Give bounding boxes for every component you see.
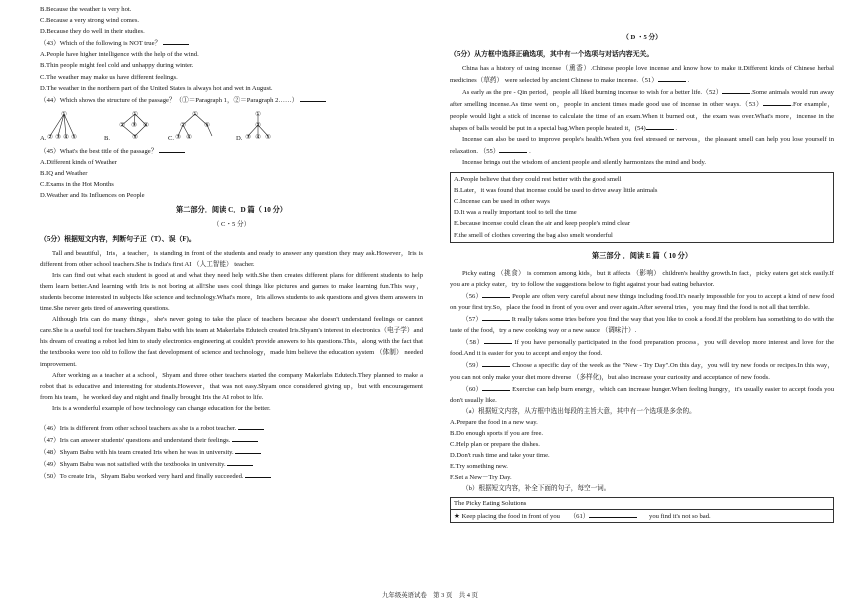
option-line: D.The weather in the northern part of the United States is always hot and wet in August. xyxy=(40,84,273,92)
option-line: E.because incense could clean the air and keep people's mind clear xyxy=(454,220,631,228)
question-50: （50）To create Iris，Shyam Babu worked very hard and finally succeeded. xyxy=(40,470,423,482)
option-line: E.Try something new. xyxy=(450,463,508,471)
diagram-node: ② xyxy=(180,120,186,129)
passage-paragraph: Incense brings out the wisdom of ancient people and silently harmonizes the mind and body. xyxy=(462,158,707,166)
answer-blank xyxy=(300,94,326,102)
star-icon: ★ xyxy=(454,512,460,520)
option-line: D.It was a really important tool to tell the time xyxy=(454,209,577,217)
answer-blank xyxy=(227,458,253,466)
question-47: （47）Iris can answer students' questions and understand their feelings. xyxy=(40,434,423,446)
option-line: B.Thin people might feel cold and unhappy during winter. xyxy=(40,62,194,70)
option-line: A.Different kinds of Weather xyxy=(40,158,117,166)
answer-blank xyxy=(499,145,527,153)
passage-paragraph: Although Iris can do many things，she's never going to take the place of teachers because she doesn't understand feelings or cannot care.She is a useful tool for teachers.Shyam Babu with his team at Makerlabs Edutech created Iris.Shyam's interest in electronics（电子学）and his dream of creating a robot led him to study electronics engineering at couldn't provide answers to his questions.This，along with the fact that the textbooks were too old to follow the fast development of science and technology，made him believe the education system （体制） needed improvement. xyxy=(40,316,423,368)
answer-blank xyxy=(482,359,510,367)
diagram-node: ④ xyxy=(255,132,261,141)
answer-blank xyxy=(159,145,185,153)
passage-e-instruction-a: （a）根据短文内容，从方框中选出每段的主旨大意，其中有一个选项是多余的。 xyxy=(462,407,696,415)
option-line: A.People believe that they could rest better with the good smell xyxy=(454,176,622,184)
section-3-heading: 第三部分 ．阅读 E 篇（ 10 分） xyxy=(591,251,693,260)
passage-paragraph: As early as the pre - Qin period，people all liked burning incense to wish for a better life.（52） .Some animals would run away after smelling incense.As time went on，people in ancient times made good use of incense in other ways.（53） .For example，people would light a stick of incense to calculate the time of an exam.When it burned out，the exam was over.What's more，incense in the shapes of balls would be put in a special bag.When people heated it，(54) . xyxy=(450,86,834,133)
diagram-node: ⑤ xyxy=(265,132,271,141)
answer-blank xyxy=(482,383,510,391)
answer-blank xyxy=(482,290,510,298)
option-line: B.Do enough sports if you are free. xyxy=(450,430,544,437)
answer-blank xyxy=(482,313,510,321)
option-line: F.Set a New－Try Day. xyxy=(450,474,512,482)
passage-d-instruction: （5分）从方框中选择正确选项，其中有一个选项与对话内容无关。 xyxy=(450,51,654,59)
answer-blank xyxy=(658,74,686,82)
answer-blank xyxy=(245,470,271,478)
diagram-node: ② xyxy=(119,120,125,129)
option-line: D.Because they do well in their studies. xyxy=(40,28,145,36)
right-column xyxy=(450,4,834,523)
passage-c-instruction: （5分）根据短文内容，判断句子正（T）、误（F)。 xyxy=(40,235,196,243)
passage-paragraph: （58） If you have personally participated in the food preparation process，you will develop more interest and love for the food.And it is easier for you to accept and enjoy the food. xyxy=(450,336,834,359)
answer-blank xyxy=(589,510,637,518)
option-line: F.the smell of clothes covering the bag also smelt wonderful xyxy=(454,231,613,239)
answer-blank xyxy=(646,122,674,130)
passage-paragraph: Iris is a wonderful example of how technology can change education for the better. xyxy=(52,404,271,412)
solutions-table-row: ★ Keep placing the food in front of you （61） you find it's not so bad. xyxy=(451,509,833,522)
option-line: B.Because the weather is very hot. xyxy=(40,6,132,13)
option-line: D.Don't rush time and take your time. xyxy=(450,452,550,460)
question-48: （48）Shyam Babu with his team created Iris when he was in university. xyxy=(40,446,423,458)
structure-diagram-svg xyxy=(40,107,300,143)
option-letter: B. xyxy=(104,134,111,142)
answer-blank xyxy=(232,434,258,442)
solutions-table xyxy=(450,497,834,523)
diagram-node: ① xyxy=(255,109,261,118)
question-44: （44）Which shows the structure of the passage？（①＝Paragraph 1，②＝Paragraph 2……） xyxy=(40,94,423,106)
diagram-node: ④ xyxy=(186,132,192,141)
diagram-node: ⑤ xyxy=(71,132,77,141)
question-45: （45）What's the best title of the passage？ xyxy=(40,145,423,157)
passage-paragraph: Picky eating （挑食） is common among kids，but it affects （影响） children's healthy growth.In fact，picky eaters get sick easily.If you are a picky eater，try to follow the suggestions below to fight against your bad eating behavior. xyxy=(450,269,834,288)
diagram-node: ② xyxy=(255,120,261,129)
option-line: C.The weather may make us have different feelings. xyxy=(40,73,178,81)
passage-paragraph: Tall and beautiful，Iris，a teacher，is standing in front of the students and ready to answer any question they may ask.However，Iris is different from other school teachers.She is India's first AI （人工智能） teacher. xyxy=(40,249,423,268)
diagram-node: ④ xyxy=(143,120,149,129)
diagram-node: ④ xyxy=(63,132,69,141)
diagram-node: ② xyxy=(47,132,53,141)
option-letter: D. xyxy=(236,134,243,142)
answer-blank xyxy=(763,98,791,106)
passage-paragraph: （59） Choose a specific day of the week as the "New - Try Day".On this day，you will try new foods or recipes.In this way，you can not only make your diet more diverse （多样化)，but also increase your curiosity and acceptance of new foods. xyxy=(450,359,834,382)
structure-diagrams xyxy=(40,107,423,143)
diagram-node: ③ xyxy=(131,120,137,129)
option-letter: C. xyxy=(168,134,175,142)
answer-blank xyxy=(163,37,189,45)
diagram-node: ⑤ xyxy=(204,120,210,129)
diagram-node: ③ xyxy=(175,132,181,141)
passage-d-heading: （ D ・5 分） xyxy=(622,34,662,41)
diagram-node: ③ xyxy=(55,132,61,141)
option-line: C.Exams in the Hot Months xyxy=(40,181,114,189)
diagram-node: ① xyxy=(132,109,138,118)
diagram-node: ① xyxy=(192,109,198,118)
answer-blank xyxy=(238,422,264,430)
option-line: A.People have higher intelligence with the help of the wind. xyxy=(40,51,199,59)
option-line: D.Weather and Its Influences on People xyxy=(40,192,145,200)
passage-paragraph: （60） Exercise can help burn energy，which can increase hunger.When feeling hungry，it's usually easier to accept foods you don't usually like. xyxy=(450,383,834,406)
passage-paragraph: （56） People are often very careful about new things including food.It's nearly impossible for you to accept a kind of new food on your first try.So，place the food in front of you over and over again.After several tries，you may find the food is not all that terrible. xyxy=(450,290,834,313)
passage-paragraph: Iris can find out what each student is good at and what they need help with.She then creates different plans for different students to help them learn better.And learning with Iris is not boring at all!She uses cool things like pictures and games to make learning fun.This way，students become interested in subjects like science and technology.What's more，Iris allows students to ask questions and gives them answers in time.She never gets tired of answering questions. xyxy=(40,271,423,313)
option-line: C.Because a very strong wind comes. xyxy=(40,17,140,25)
question-46: （46）Iris is different from other school teachers as she is a robot teacher. xyxy=(40,422,423,434)
option-letter: A. xyxy=(40,134,47,142)
passage-d-options-box xyxy=(450,172,834,243)
option-line: A.Prepare the food in a new way. xyxy=(450,418,538,426)
answer-blank xyxy=(235,446,261,454)
left-column xyxy=(40,4,423,482)
option-line: B.IQ and Weather xyxy=(40,170,88,178)
question-43: （43）Which of the following is NOT true？ xyxy=(40,37,423,49)
diagram-node: ① xyxy=(61,109,67,118)
passage-c-heading: （ C・5 分） xyxy=(212,221,251,229)
diagram-node: ⑤ xyxy=(132,132,138,141)
passage-paragraph: After working as a teacher at a school，Shyam and three other teachers started the company Makerlabs Edutech.They planned to make a robot that is educative and interesting for students.However，that was not easy.Shyam once considered giving up，but with encouragement from his team，he worked day and night and finally brought Iris the AI robot to life. xyxy=(40,371,423,401)
question-49: （49）Shyam Babu was not satisfied with the textbooks in university. xyxy=(40,458,423,470)
passage-paragraph: China has a history of using incense（熏香）.Chinese people love incense and know how to make it.Different kinds of Chinese herbal medicines（草药） were selected by ancient Chinese to make incense.（51） . xyxy=(450,65,834,85)
diagram-node: ③ xyxy=(245,132,251,141)
option-line: B.Later，it was found that incense could be used to drive away little animals xyxy=(454,187,658,195)
page-footer: 九年级英语试卷 第 3 页 共 4 页 xyxy=(382,592,478,599)
solutions-table-title: The Picky Eating Solutions xyxy=(454,499,527,507)
answer-blank xyxy=(484,336,512,344)
answer-blank xyxy=(722,86,750,94)
passage-paragraph: Incense can also be used to improve people's health.When you feel stressed or nervous，the pleasant smell can help you lose yourself in relaxation. （55） . xyxy=(450,135,834,155)
passage-e-instruction-b: （b）根据短文内容，补全下面的句子，每空一词。 xyxy=(462,485,611,493)
option-line: C.Incense can be used in other ways xyxy=(454,198,550,206)
section-2-heading: 第二部分．阅读 C．D 篇（ 10 分） xyxy=(175,206,287,215)
option-line: C.Help plan or prepare the dishes. xyxy=(450,441,540,449)
passage-paragraph: （57） It really takes some tries before you find the way that you like to cook a food.If the problem has something to do with the taste of the food，try a new cooking way or a new sauce （调味汁）. xyxy=(450,313,834,336)
